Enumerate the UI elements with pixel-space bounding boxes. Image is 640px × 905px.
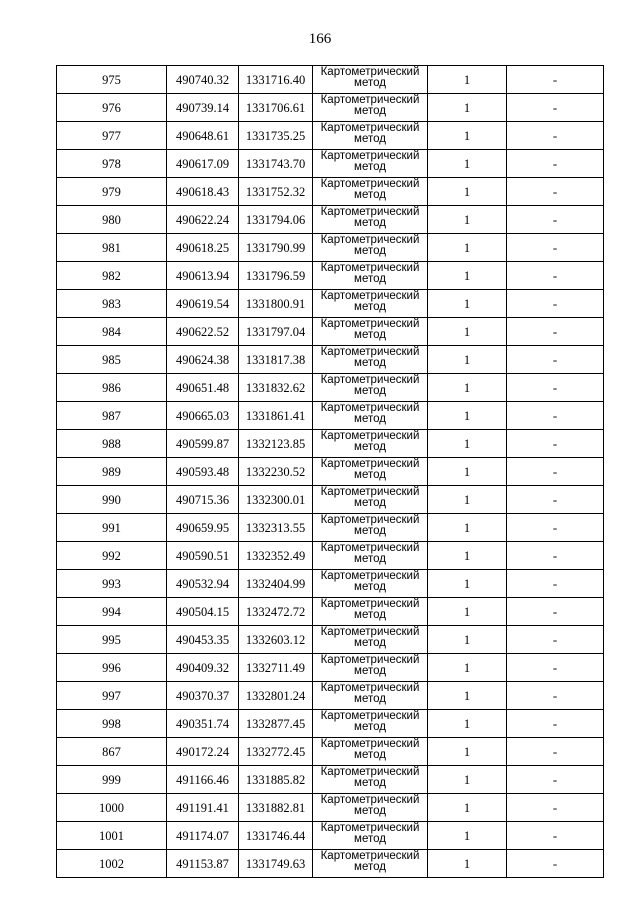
method-label-line2: метод <box>354 665 386 677</box>
x-coordinate-cell: 490370.37 <box>167 682 239 710</box>
method-cell <box>313 514 428 542</box>
coordinates-table-body <box>57 66 604 878</box>
y-coordinate-cell: 1331797.04 <box>239 318 313 346</box>
method-label-line1: Картометрический <box>320 542 420 554</box>
note-cell: - <box>507 262 604 290</box>
table-row <box>57 514 604 542</box>
x-coordinate-cell: 490504.15 <box>167 598 239 626</box>
point-number-cell: 976 <box>57 94 167 122</box>
note-cell: - <box>507 206 604 234</box>
method-label-line1: Картометрический <box>320 346 420 358</box>
table-row <box>57 486 604 514</box>
note-cell: - <box>507 234 604 262</box>
point-number-cell: 988 <box>57 430 167 458</box>
x-coordinate-cell: 490618.43 <box>167 178 239 206</box>
y-coordinate-cell: 1332772.45 <box>239 738 313 766</box>
method-cell <box>313 430 428 458</box>
x-coordinate-cell: 490409.32 <box>167 654 239 682</box>
method-cell <box>313 542 428 570</box>
y-coordinate-cell: 1331861.41 <box>239 402 313 430</box>
method-label-line2: метод <box>354 413 386 425</box>
method-cell <box>313 458 428 486</box>
point-number-cell: 992 <box>57 542 167 570</box>
y-coordinate-cell: 1332123.85 <box>239 430 313 458</box>
point-number-cell: 983 <box>57 290 167 318</box>
table-row <box>57 766 604 794</box>
x-coordinate-cell: 490622.52 <box>167 318 239 346</box>
point-number-cell: 993 <box>57 570 167 598</box>
note-cell: - <box>507 598 604 626</box>
y-coordinate-cell: 1331882.81 <box>239 794 313 822</box>
method-label-line2: метод <box>354 77 386 89</box>
accuracy-cell: 1 <box>428 542 507 570</box>
accuracy-cell: 1 <box>428 822 507 850</box>
method-label-line1: Картометрический <box>320 94 420 106</box>
method-label-line2: метод <box>354 329 386 341</box>
x-coordinate-cell: 490590.51 <box>167 542 239 570</box>
x-coordinate-cell: 490740.32 <box>167 66 239 94</box>
point-number-cell: 980 <box>57 206 167 234</box>
y-coordinate-cell: 1332352.49 <box>239 542 313 570</box>
method-label-line1: Картометрический <box>320 738 420 750</box>
accuracy-cell: 1 <box>428 150 507 178</box>
method-cell <box>313 794 428 822</box>
y-coordinate-cell: 1332877.45 <box>239 710 313 738</box>
accuracy-cell: 1 <box>428 794 507 822</box>
method-label-line1: Картометрический <box>320 850 420 862</box>
method-label-line1: Картометрический <box>320 458 420 470</box>
accuracy-cell: 1 <box>428 514 507 542</box>
method-label-line2: метод <box>354 525 386 537</box>
table-row <box>57 66 604 94</box>
note-cell: - <box>507 626 604 654</box>
method-label-line1: Картометрический <box>320 262 420 274</box>
x-coordinate-cell: 490648.61 <box>167 122 239 150</box>
x-coordinate-cell: 490622.24 <box>167 206 239 234</box>
point-number-cell: 986 <box>57 374 167 402</box>
y-coordinate-cell: 1331706.61 <box>239 94 313 122</box>
method-label-line2: метод <box>354 609 386 621</box>
table-row <box>57 458 604 486</box>
point-number-cell: 978 <box>57 150 167 178</box>
method-label-line1: Картометрический <box>320 402 420 414</box>
accuracy-cell: 1 <box>428 766 507 794</box>
table-row <box>57 626 604 654</box>
table-row <box>57 150 604 178</box>
method-label-line1: Картометрический <box>320 374 420 386</box>
x-coordinate-cell: 491174.07 <box>167 822 239 850</box>
accuracy-cell: 1 <box>428 682 507 710</box>
table-row <box>57 318 604 346</box>
x-coordinate-cell: 490613.94 <box>167 262 239 290</box>
table-row <box>57 654 604 682</box>
point-number-cell: 987 <box>57 402 167 430</box>
table-row <box>57 794 604 822</box>
method-cell <box>313 346 428 374</box>
table-row <box>57 346 604 374</box>
point-number-cell: 867 <box>57 738 167 766</box>
method-label-line2: метод <box>354 777 386 789</box>
x-coordinate-cell: 490739.14 <box>167 94 239 122</box>
method-label-line1: Картометрический <box>320 654 420 666</box>
note-cell: - <box>507 346 604 374</box>
coordinates-table <box>56 65 604 878</box>
accuracy-cell: 1 <box>428 66 507 94</box>
y-coordinate-cell: 1332711.49 <box>239 654 313 682</box>
accuracy-cell: 1 <box>428 318 507 346</box>
note-cell: - <box>507 738 604 766</box>
note-cell: - <box>507 766 604 794</box>
method-label-line2: метод <box>354 385 386 397</box>
y-coordinate-cell: 1331790.99 <box>239 234 313 262</box>
method-cell <box>313 850 428 878</box>
method-cell <box>313 66 428 94</box>
x-coordinate-cell: 490453.35 <box>167 626 239 654</box>
note-cell: - <box>507 94 604 122</box>
x-coordinate-cell: 491191.41 <box>167 794 239 822</box>
x-coordinate-cell: 491153.87 <box>167 850 239 878</box>
point-number-cell: 994 <box>57 598 167 626</box>
x-coordinate-cell: 490172.24 <box>167 738 239 766</box>
note-cell: - <box>507 458 604 486</box>
method-cell <box>313 654 428 682</box>
note-cell: - <box>507 66 604 94</box>
method-cell <box>313 150 428 178</box>
method-label-line1: Картометрический <box>320 66 420 78</box>
x-coordinate-cell: 490624.38 <box>167 346 239 374</box>
y-coordinate-cell: 1332472.72 <box>239 598 313 626</box>
note-cell: - <box>507 542 604 570</box>
method-label-line2: метод <box>354 469 386 481</box>
table-row <box>57 430 604 458</box>
accuracy-cell: 1 <box>428 374 507 402</box>
point-number-cell: 999 <box>57 766 167 794</box>
point-number-cell: 977 <box>57 122 167 150</box>
point-number-cell: 991 <box>57 514 167 542</box>
accuracy-cell: 1 <box>428 346 507 374</box>
table-row <box>57 570 604 598</box>
method-label-line1: Картометрический <box>320 290 420 302</box>
method-cell <box>313 234 428 262</box>
note-cell: - <box>507 570 604 598</box>
y-coordinate-cell: 1331817.38 <box>239 346 313 374</box>
note-cell: - <box>507 178 604 206</box>
method-label-line2: метод <box>354 105 386 117</box>
method-label-line2: метод <box>354 833 386 845</box>
method-label-line1: Картометрический <box>320 766 420 778</box>
x-coordinate-cell: 490599.87 <box>167 430 239 458</box>
method-cell <box>313 710 428 738</box>
table-row <box>57 122 604 150</box>
method-label-line2: метод <box>354 553 386 565</box>
table-row <box>57 598 604 626</box>
table-row <box>57 374 604 402</box>
method-cell <box>313 402 428 430</box>
method-label-line1: Картометрический <box>320 598 420 610</box>
table-row <box>57 822 604 850</box>
method-label-line2: метод <box>354 497 386 509</box>
method-label-line2: метод <box>354 721 386 733</box>
note-cell: - <box>507 150 604 178</box>
method-cell <box>313 626 428 654</box>
method-cell <box>313 822 428 850</box>
x-coordinate-cell: 491166.46 <box>167 766 239 794</box>
note-cell: - <box>507 514 604 542</box>
table-row <box>57 206 604 234</box>
point-number-cell: 996 <box>57 654 167 682</box>
point-number-cell: 975 <box>57 66 167 94</box>
table-row <box>57 542 604 570</box>
point-number-cell: 985 <box>57 346 167 374</box>
point-number-cell: 997 <box>57 682 167 710</box>
y-coordinate-cell: 1331749.63 <box>239 850 313 878</box>
table-row <box>57 682 604 710</box>
y-coordinate-cell: 1331800.91 <box>239 290 313 318</box>
method-cell <box>313 94 428 122</box>
note-cell: - <box>507 430 604 458</box>
method-label-line2: метод <box>354 273 386 285</box>
x-coordinate-cell: 490532.94 <box>167 570 239 598</box>
method-label-line1: Картометрический <box>320 178 420 190</box>
method-label-line1: Картометрический <box>320 822 420 834</box>
point-number-cell: 1001 <box>57 822 167 850</box>
note-cell: - <box>507 794 604 822</box>
method-label-line2: метод <box>354 805 386 817</box>
y-coordinate-cell: 1332300.01 <box>239 486 313 514</box>
method-cell <box>313 206 428 234</box>
point-number-cell: 1000 <box>57 794 167 822</box>
method-label-line1: Картометрический <box>320 682 420 694</box>
accuracy-cell: 1 <box>428 178 507 206</box>
method-label-line2: метод <box>354 301 386 313</box>
method-cell <box>313 374 428 402</box>
accuracy-cell: 1 <box>428 654 507 682</box>
point-number-cell: 990 <box>57 486 167 514</box>
method-cell <box>313 178 428 206</box>
y-coordinate-cell: 1332230.52 <box>239 458 313 486</box>
method-label-line2: метод <box>354 189 386 201</box>
table-row <box>57 290 604 318</box>
method-label-line1: Картометрический <box>320 486 420 498</box>
accuracy-cell: 1 <box>428 430 507 458</box>
y-coordinate-cell: 1331832.62 <box>239 374 313 402</box>
point-number-cell: 989 <box>57 458 167 486</box>
table-row <box>57 234 604 262</box>
x-coordinate-cell: 490351.74 <box>167 710 239 738</box>
accuracy-cell: 1 <box>428 850 507 878</box>
accuracy-cell: 1 <box>428 206 507 234</box>
y-coordinate-cell: 1331794.06 <box>239 206 313 234</box>
accuracy-cell: 1 <box>428 262 507 290</box>
method-label-line2: метод <box>354 133 386 145</box>
method-cell <box>313 486 428 514</box>
method-cell <box>313 318 428 346</box>
method-label-line2: метод <box>354 861 386 873</box>
x-coordinate-cell: 490659.95 <box>167 514 239 542</box>
method-cell <box>313 766 428 794</box>
note-cell: - <box>507 850 604 878</box>
method-label-line1: Картометрический <box>320 206 420 218</box>
method-label-line2: метод <box>354 161 386 173</box>
page-number: 166 <box>308 31 332 47</box>
y-coordinate-cell: 1331796.59 <box>239 262 313 290</box>
x-coordinate-cell: 490619.54 <box>167 290 239 318</box>
y-coordinate-cell: 1331743.70 <box>239 150 313 178</box>
note-cell: - <box>507 374 604 402</box>
method-label-line1: Картометрический <box>320 430 420 442</box>
x-coordinate-cell: 490651.48 <box>167 374 239 402</box>
note-cell: - <box>507 290 604 318</box>
x-coordinate-cell: 490617.09 <box>167 150 239 178</box>
method-label-line2: метод <box>354 693 386 705</box>
x-coordinate-cell: 490665.03 <box>167 402 239 430</box>
accuracy-cell: 1 <box>428 486 507 514</box>
y-coordinate-cell: 1332603.12 <box>239 626 313 654</box>
y-coordinate-cell: 1331885.82 <box>239 766 313 794</box>
point-number-cell: 981 <box>57 234 167 262</box>
method-cell <box>313 598 428 626</box>
accuracy-cell: 1 <box>428 290 507 318</box>
method-label-line1: Картометрический <box>320 794 420 806</box>
method-label-line2: метод <box>354 441 386 453</box>
point-number-cell: 998 <box>57 710 167 738</box>
method-label-line2: метод <box>354 217 386 229</box>
note-cell: - <box>507 122 604 150</box>
accuracy-cell: 1 <box>428 598 507 626</box>
x-coordinate-cell: 490618.25 <box>167 234 239 262</box>
accuracy-cell: 1 <box>428 710 507 738</box>
method-label-line1: Картометрический <box>320 626 420 638</box>
method-label-line1: Картометрический <box>320 570 420 582</box>
table-row <box>57 262 604 290</box>
point-number-cell: 995 <box>57 626 167 654</box>
table-row <box>57 178 604 206</box>
method-cell <box>313 122 428 150</box>
accuracy-cell: 1 <box>428 626 507 654</box>
method-label-line1: Картометрический <box>320 318 420 330</box>
y-coordinate-cell: 1332313.55 <box>239 514 313 542</box>
table-row <box>57 710 604 738</box>
accuracy-cell: 1 <box>428 402 507 430</box>
x-coordinate-cell: 490593.48 <box>167 458 239 486</box>
note-cell: - <box>507 682 604 710</box>
point-number-cell: 1002 <box>57 850 167 878</box>
method-label-line2: метод <box>354 637 386 649</box>
note-cell: - <box>507 318 604 346</box>
method-label-line2: метод <box>354 581 386 593</box>
table-row <box>57 94 604 122</box>
method-cell <box>313 682 428 710</box>
method-label-line1: Картометрический <box>320 710 420 722</box>
accuracy-cell: 1 <box>428 94 507 122</box>
method-label-line2: метод <box>354 245 386 257</box>
point-number-cell: 982 <box>57 262 167 290</box>
accuracy-cell: 1 <box>428 234 507 262</box>
table-row <box>57 402 604 430</box>
accuracy-cell: 1 <box>428 738 507 766</box>
note-cell: - <box>507 402 604 430</box>
method-cell <box>313 262 428 290</box>
accuracy-cell: 1 <box>428 122 507 150</box>
point-number-cell: 984 <box>57 318 167 346</box>
method-label-line1: Картометрический <box>320 150 420 162</box>
method-cell <box>313 290 428 318</box>
method-label-line1: Картометрический <box>320 514 420 526</box>
method-label-line2: метод <box>354 357 386 369</box>
accuracy-cell: 1 <box>428 458 507 486</box>
accuracy-cell: 1 <box>428 570 507 598</box>
y-coordinate-cell: 1331735.25 <box>239 122 313 150</box>
note-cell: - <box>507 654 604 682</box>
table-row <box>57 850 604 878</box>
y-coordinate-cell: 1331716.40 <box>239 66 313 94</box>
note-cell: - <box>507 710 604 738</box>
x-coordinate-cell: 490715.36 <box>167 486 239 514</box>
y-coordinate-cell: 1332404.99 <box>239 570 313 598</box>
method-cell <box>313 738 428 766</box>
method-label-line1: Картометрический <box>320 234 420 246</box>
note-cell: - <box>507 486 604 514</box>
table-row <box>57 738 604 766</box>
note-cell: - <box>507 822 604 850</box>
y-coordinate-cell: 1331746.44 <box>239 822 313 850</box>
method-label-line1: Картометрический <box>320 122 420 134</box>
y-coordinate-cell: 1331752.32 <box>239 178 313 206</box>
method-label-line2: метод <box>354 749 386 761</box>
point-number-cell: 979 <box>57 178 167 206</box>
method-cell <box>313 570 428 598</box>
y-coordinate-cell: 1332801.24 <box>239 682 313 710</box>
